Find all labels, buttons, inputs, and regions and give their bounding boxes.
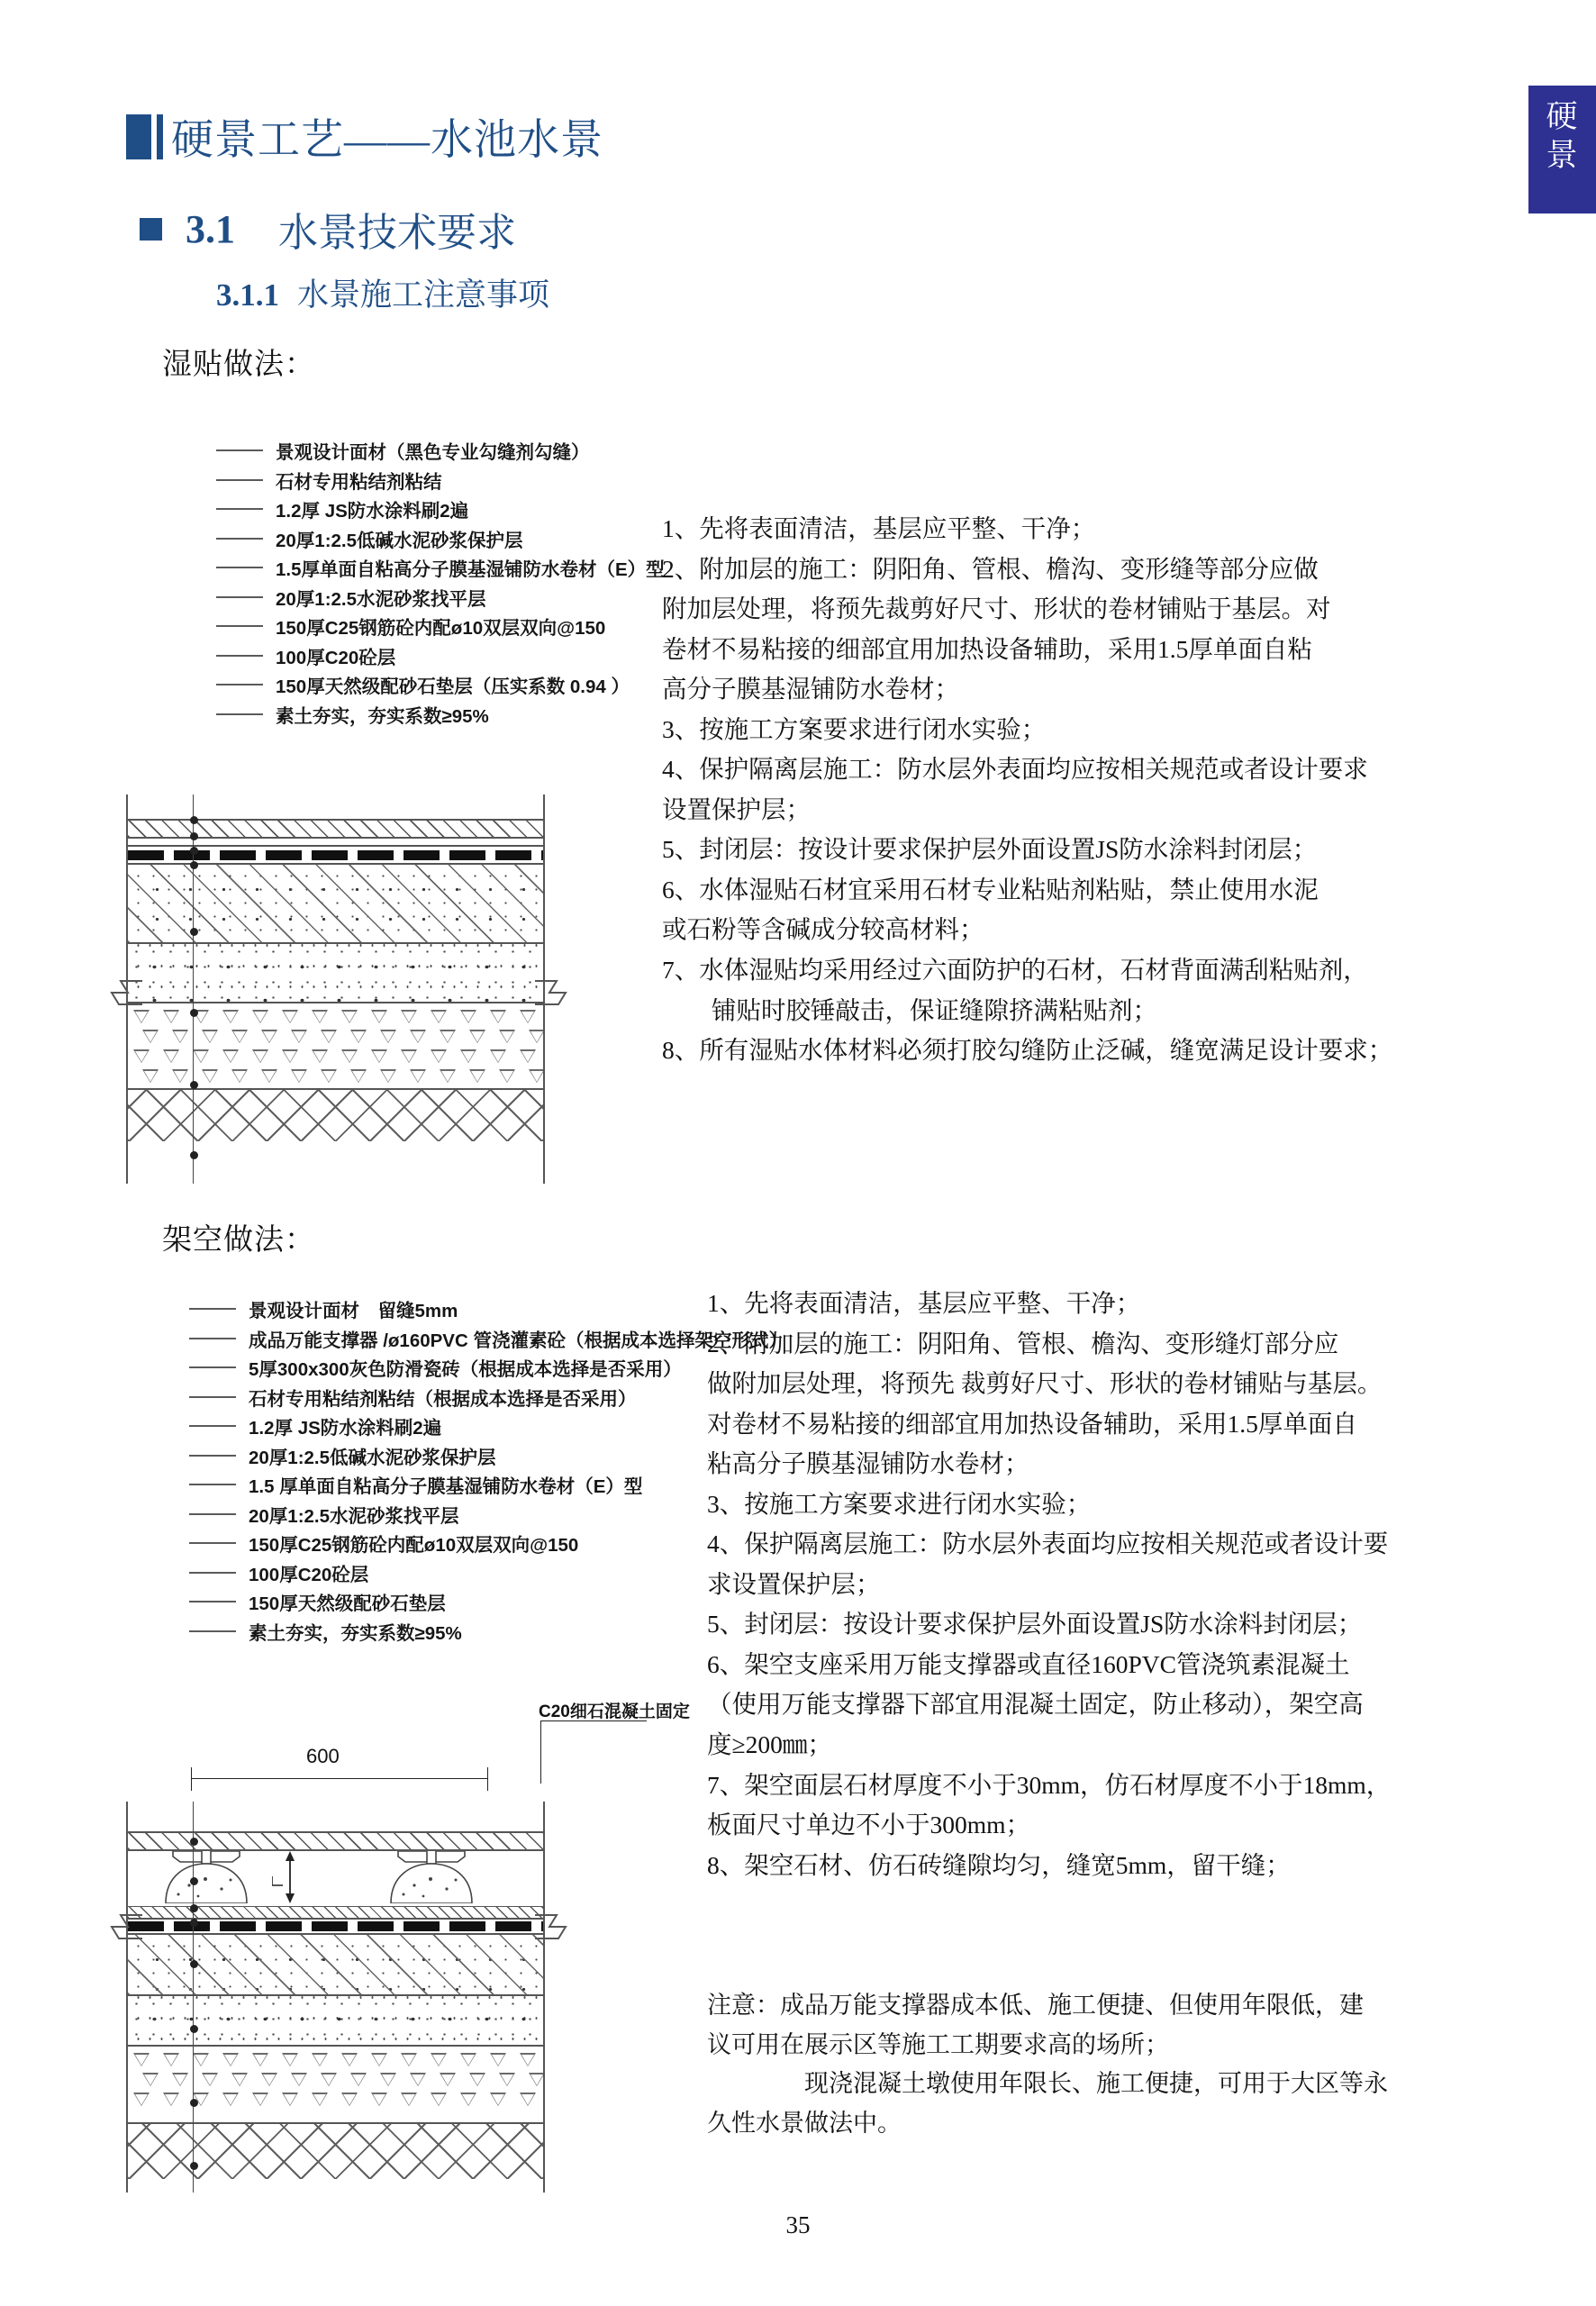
note-line: 高分子膜基湿铺防水卷材； — [662, 675, 959, 704]
note-line: 对卷材不易粘接的细部宜用加热设备辅助，采用1.5厚单面自 — [707, 1409, 1357, 1438]
leader-item — [216, 495, 665, 522]
heading-3-number: 3.1.1 — [216, 277, 279, 313]
leader-line-icon — [216, 479, 263, 481]
leader-item — [216, 525, 665, 552]
dimension-tick-right — [487, 1767, 488, 1791]
heading-level-1 — [126, 106, 603, 167]
leader-label: 20厚1:2.5低碱水泥砂浆保护层 — [276, 530, 523, 551]
leader-line-icon — [216, 567, 263, 568]
note-line: 3、按施工方案要求进行闭水实验； — [707, 1489, 1092, 1518]
leader-item — [189, 1412, 787, 1439]
leader-item — [216, 437, 665, 464]
leader-item — [189, 1295, 787, 1322]
leader-label: 石材专用粘结剂粘结 — [276, 471, 442, 493]
leader-line-icon — [189, 1484, 236, 1485]
leader-item — [216, 642, 665, 669]
leader-label: 20厚1:2.5水泥砂浆找平层 — [249, 1505, 459, 1527]
note-line: 2、附加层的施工：阴阳角、管根、檐沟、变形缝等部分应做 — [662, 554, 1319, 583]
notes-raised — [707, 1284, 1585, 1885]
clear-height-dimension-icon — [272, 1850, 308, 1905]
note-line: 附加层处理，将预先裁剪好尺寸、形状的卷材铺贴于基层。对 — [662, 595, 1331, 623]
note-line: 8、架空石材、仿石砖缝隙均匀，缝宽5mm，留干缝； — [707, 1850, 1291, 1879]
stratum-compacted-soil — [128, 1089, 543, 1141]
leader-label: 景观设计面材 留缝5mm — [249, 1301, 458, 1321]
leader-label: 素土夯实，夯实系数≥95% — [276, 705, 489, 727]
diagram-raised-cross-section — [126, 1802, 545, 2193]
side-tab-char-2: 景 — [1546, 137, 1579, 173]
leader-line-icon — [189, 1601, 236, 1602]
leader-line-icon — [189, 1542, 236, 1544]
leader-item — [189, 1501, 787, 1528]
leader-item — [216, 467, 665, 494]
leader-item — [216, 613, 665, 640]
note-line: 4、保护隔离层施工：防水层外表面均应按相关规范或者设计要 — [707, 1530, 1389, 1558]
note-line: 6、水体湿贴石材宜采用石材专业粘贴剂粘贴，禁止使用水泥 — [662, 875, 1319, 903]
heading-3-title: 水景施工注意事项 — [297, 277, 550, 313]
leader-item — [189, 1588, 787, 1615]
heading-level-2 — [140, 200, 516, 258]
leader-line-icon — [216, 625, 263, 627]
leader-line-icon — [216, 508, 263, 510]
leader-item — [189, 1471, 787, 1498]
note-line: 卷材不易粘接的细部宜用加热设备辅助，采用1.5厚单面自粘 — [662, 634, 1312, 663]
diagram-wet-cross-section — [126, 794, 545, 1184]
leader-label: 20厚1:2.5水泥砂浆找平层 — [276, 588, 486, 610]
side-tab-char-1: 硬 — [1546, 99, 1579, 134]
leader-line-icon — [189, 1630, 236, 1632]
leader-item — [216, 554, 665, 581]
attention-line: 议可用在展示区等施工工期要求高的场所； — [707, 2030, 1169, 2058]
leader-label: 150厚天然级配砂石垫层（压实系数 0.94 ） — [276, 676, 630, 697]
leader-item — [189, 1325, 787, 1352]
stratum-c20-concrete — [128, 1995, 543, 2046]
leader-label: 1.5厚单面自粘高分子膜基湿铺防水卷材（E）型 — [276, 559, 665, 580]
note-line: （使用万能支撑器下部宜用混凝土固定，防止移动），架空高 — [707, 1690, 1364, 1719]
dimension-value-600: 600 — [306, 1745, 340, 1767]
stratum-surface-stone — [128, 1802, 543, 1832]
attention-line: 久性水景做法中。 — [707, 2110, 902, 2138]
note-line: 5、封闭层：按设计要求保护层外面设置JS防水涂料封闭层； — [662, 835, 1318, 864]
stratum-sand-gravel-cushion — [128, 2046, 543, 2123]
leader-line-icon — [189, 1513, 236, 1515]
note-line: 5、封闭层：按设计要求保护层外面设置JS防水涂料封闭层； — [707, 1610, 1363, 1639]
leader-line-icon — [189, 1455, 236, 1457]
leader-item — [189, 1618, 787, 1645]
leader-label: 150厚C25钢筋砼内配ø10双层双向@150 — [276, 618, 606, 639]
heading-level-3 — [216, 270, 549, 315]
note-line: 3、按施工方案要求进行闭水实验； — [662, 714, 1047, 743]
notes-wet — [662, 509, 1572, 1071]
leader-label: 石材专用粘结剂粘结（根据成本选择是否采用） — [249, 1388, 637, 1410]
heading-2-title: 水景技术要求 — [278, 211, 516, 255]
leader-line-icon — [189, 1396, 236, 1398]
pedestal-support-icon — [148, 1850, 265, 1903]
leader-item — [216, 701, 665, 728]
leader-label: 1.2厚 JS防水涂料刷2遍 — [276, 501, 469, 522]
note-line: 或石粉等含碱成分较高材料； — [662, 915, 984, 944]
note-line: 度≥200㎜； — [707, 1730, 832, 1759]
note-line: 板面尺寸单边不小于300mm； — [707, 1811, 1031, 1839]
note-line: 铺贴时胶锤敲击，保证缝隙挤满粘贴剂； — [662, 995, 1157, 1024]
break-mark-right-icon — [535, 976, 576, 1010]
note-line: 4、保护隔离层施工：防水层外表面均应按相关规范或者设计要求 — [662, 755, 1368, 784]
leader-item — [189, 1354, 787, 1381]
subsection-label-raised: 架空做法： — [162, 1224, 315, 1257]
leader-line-icon — [189, 1308, 236, 1310]
center-line-icon — [193, 1802, 194, 2193]
stratum-compacted-soil — [128, 2123, 543, 2179]
heading-square-icon — [140, 218, 162, 241]
note-line: 做附加层处理，将预先 裁剪好尺寸、形状的卷材铺贴与基层。 — [707, 1369, 1383, 1398]
note-line: 7、水体湿贴均采用经过六面防护的石材，石材背面满刮粘贴剂， — [662, 956, 1368, 985]
note-line: 8、所有湿贴水体材料必须打胶勾缝防止泛碱，缝宽满足设计要求； — [662, 1036, 1393, 1065]
heading-bar-icon — [126, 114, 151, 159]
heading-2-number: 3.1 — [186, 206, 235, 251]
leader-line-icon — [189, 1425, 236, 1427]
diagram-raised-leader-list — [189, 1295, 787, 1647]
annotation-c20-fix: C20细石混凝土固定 — [539, 1702, 690, 1721]
leader-label: 100厚C20砼层 — [249, 1564, 369, 1585]
annotation-leader-c20-top — [540, 1720, 647, 1721]
leader-label: 1.5 厚单面自粘高分子膜基湿铺防水卷材（E）型 — [249, 1476, 643, 1497]
note-line: 设置保护层； — [662, 794, 811, 823]
attention-raised — [707, 1986, 1585, 2144]
leader-label: 5厚300x300灰色防滑瓷砖（根据成本选择是否采用） — [249, 1359, 682, 1380]
attention-line: 注意：成品万能支撑器成本低、施工便捷、但使用年限低，建 — [707, 1992, 1364, 2019]
note-line: 1、先将表面清洁，基层应平整、干净； — [662, 514, 1096, 542]
break-mark-left-icon — [101, 1910, 142, 1944]
leader-label: 20厚1:2.5低碱水泥砂浆保护层 — [249, 1447, 496, 1468]
leader-line-icon — [189, 1338, 236, 1339]
leader-label: 成品万能支撑器 /ø160PVC 管浇灌素砼（根据成本选择架空形式） — [249, 1330, 787, 1351]
center-line-icon — [193, 794, 194, 1184]
leader-line-icon — [216, 538, 263, 540]
annotation-leader-c20 — [540, 1720, 541, 1784]
note-line: 7、架空面层石材厚度不小于30mm，仿石材厚度不小于18mm， — [707, 1770, 1392, 1799]
diagram-wet-leader-list — [216, 437, 665, 730]
break-mark-left-icon — [101, 976, 142, 1010]
leader-label: 素土夯实，夯实系数≥95% — [249, 1622, 462, 1644]
leader-line-icon — [216, 596, 263, 598]
page-number: 35 — [785, 2211, 811, 2238]
leader-item — [189, 1384, 787, 1411]
leader-line-icon — [216, 713, 263, 715]
subsection-label-wet: 湿贴做法： — [162, 349, 315, 381]
leader-label: 1.2厚 JS防水涂料刷2遍 — [249, 1418, 442, 1439]
note-line: 粘高分子膜基湿铺防水卷材； — [707, 1449, 1029, 1478]
stratum-c20-concrete — [128, 943, 543, 1003]
break-mark-right-icon — [535, 1910, 576, 1944]
leader-item — [216, 671, 665, 698]
leader-item — [216, 584, 665, 611]
side-tab-hardscape — [1528, 86, 1596, 213]
leader-line-icon — [189, 1572, 236, 1574]
leader-line-icon — [216, 449, 263, 451]
dimension-tick-left — [191, 1767, 192, 1791]
leader-item — [189, 1559, 787, 1586]
dimension-line-600 — [191, 1778, 488, 1779]
attention-line: 现浇混凝土墩使用年限长、施工便捷，可用于大区等永 — [707, 2070, 1388, 2098]
stratum-surface-stone — [128, 794, 543, 820]
leader-label: 景观设计面材（黑色专业勾缝剂勾缝） — [276, 442, 590, 463]
leader-line-icon — [216, 655, 263, 657]
leader-line-icon — [216, 684, 263, 685]
pedestal-support-icon — [373, 1850, 490, 1903]
leader-item — [189, 1442, 787, 1469]
leader-label: 150厚天然级配砂石垫层 — [249, 1593, 446, 1614]
note-line: 6、架空支座采用万能支撑器或直径160PVC管浇筑素混凝土 — [707, 1649, 1350, 1678]
leader-line-icon — [189, 1366, 236, 1368]
note-line: 2、附加层的施工：阴阳角、管根、檐沟、变形缝灯部分应 — [707, 1329, 1339, 1357]
leader-label: 150厚C25钢筋砼内配ø10双层双向@150 — [249, 1535, 579, 1556]
page-title: 硬景工艺——水池水景 — [171, 117, 603, 164]
leader-label: 100厚C20砼层 — [276, 647, 396, 668]
leader-item — [189, 1530, 787, 1557]
note-line: 1、先将表面清洁，基层应平整、干净； — [707, 1289, 1141, 1317]
note-line: 求设置保护层； — [707, 1569, 881, 1598]
